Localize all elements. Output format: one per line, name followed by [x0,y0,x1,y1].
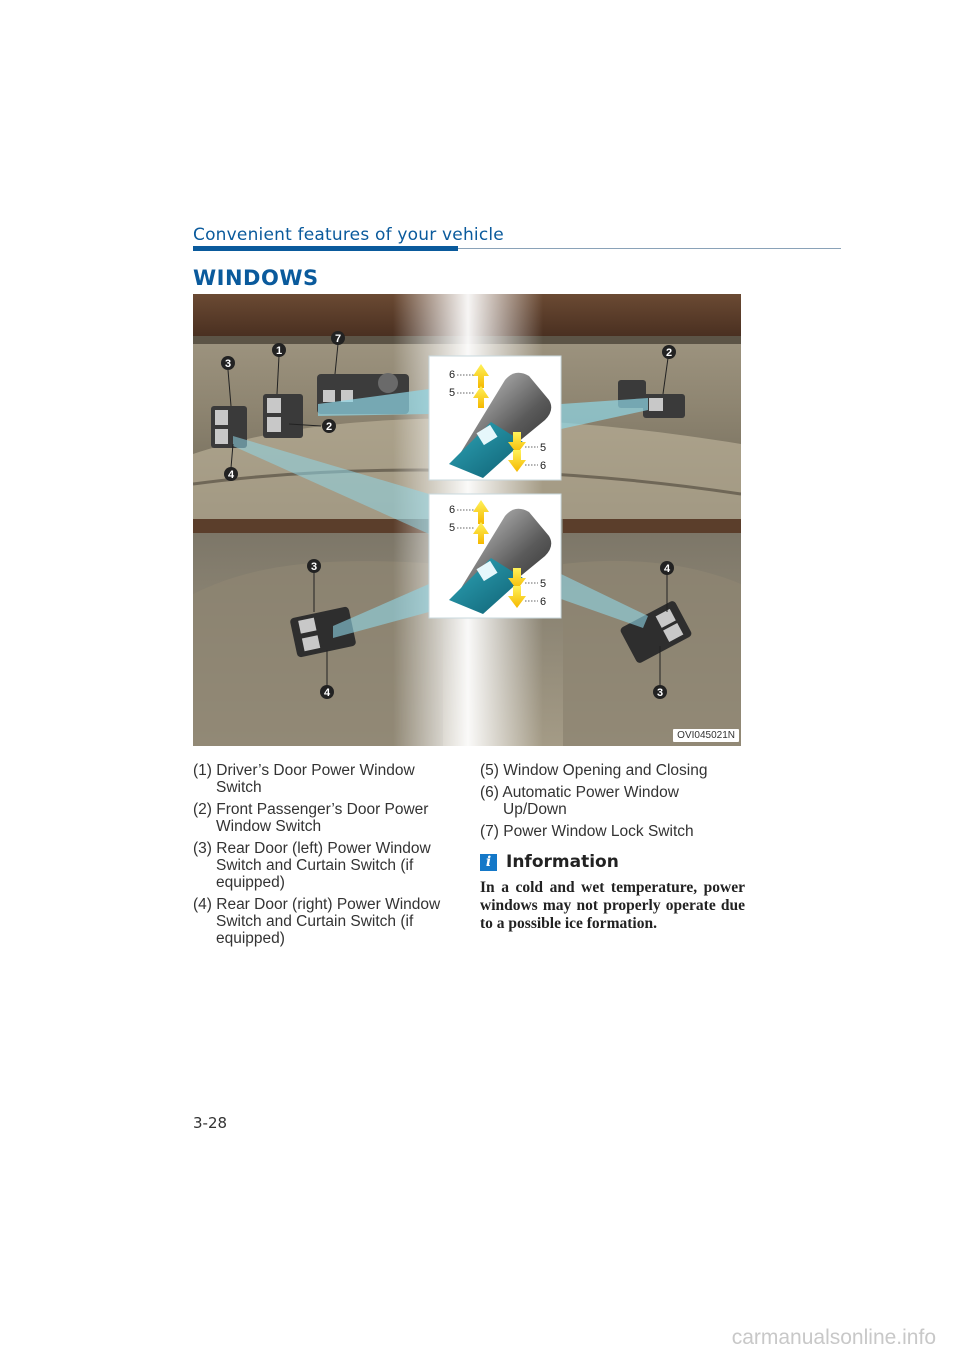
detail-top-label-6b: 6 [540,460,547,472]
window-switch-figure [193,294,741,746]
legend-item-5: (5) Window Opening and Closing [480,762,708,779]
information-label: Information [506,852,619,872]
svg-text:1: 1 [275,345,283,357]
legend-item-2: (2) Front Passenger’s Door Power Window Switch [193,801,429,835]
page-number: 3-28 [193,1114,228,1132]
callout-1 [272,343,286,357]
svg-text:3: 3 [656,687,664,699]
legend-item-6: (6) Automatic Power Window Up/Down [480,784,679,818]
svg-text:2: 2 [665,347,673,359]
legend-right-column [480,762,745,933]
legend-item-3: (3) Rear Door (left) Power Window Switch and Curtain Switch (if equipped) [193,840,431,891]
svg-text:4: 4 [323,687,331,699]
detail-bottom-label-6: 6 [449,504,456,516]
legend-item-4: (4) Rear Door (right) Power Window Switch and Curtain Switch (if equipped) [193,896,441,947]
svg-text:2: 2 [325,421,333,433]
svg-text:3: 3 [310,561,318,573]
svg-text:4: 4 [663,563,671,575]
detail-top-label-5b: 5 [540,442,547,454]
svg-text:7: 7 [334,333,342,345]
callout-3-bottom-left [307,559,321,573]
watermark: carmanualsonline.info [731,1326,936,1349]
running-header: Convenient features of your vehicle [193,225,504,245]
callout-4-bottom-right [660,561,674,575]
information-text: In a cold and wet temperature, power windows may not properly operate due to a possible ice formation. [480,879,745,932]
legend-item-1: (1) Driver’s Door Power Window Switch [193,762,415,796]
detail-bottom-label-5b: 5 [540,578,547,590]
detail-top-label-5: 5 [449,387,456,399]
detail-top-label-6: 6 [449,369,456,381]
callout-4-bottom-left [320,685,334,699]
legend-left-column [193,762,463,952]
detail-bottom-label-6b: 6 [540,596,547,608]
svg-text:4: 4 [227,469,235,481]
detail-bottom-label-5: 5 [449,522,456,534]
svg-text:3: 3 [224,358,232,370]
callout-2-right [662,345,676,359]
callout-3-top [221,356,235,370]
callout-2-left [322,419,336,433]
figure-code: OVI045021N [673,729,739,742]
callout-3-bottom-right [653,685,667,699]
callout-4-top [224,467,238,481]
information-icon: i [480,854,497,871]
legend-item-7: (7) Power Window Lock Switch [480,823,694,840]
callout-7 [331,331,345,345]
figure-illustration [193,294,741,746]
section-title: WINDOWS [193,266,319,290]
information-heading [480,854,745,871]
header-rule-thick [193,246,458,251]
header-rule-thin [458,248,841,249]
